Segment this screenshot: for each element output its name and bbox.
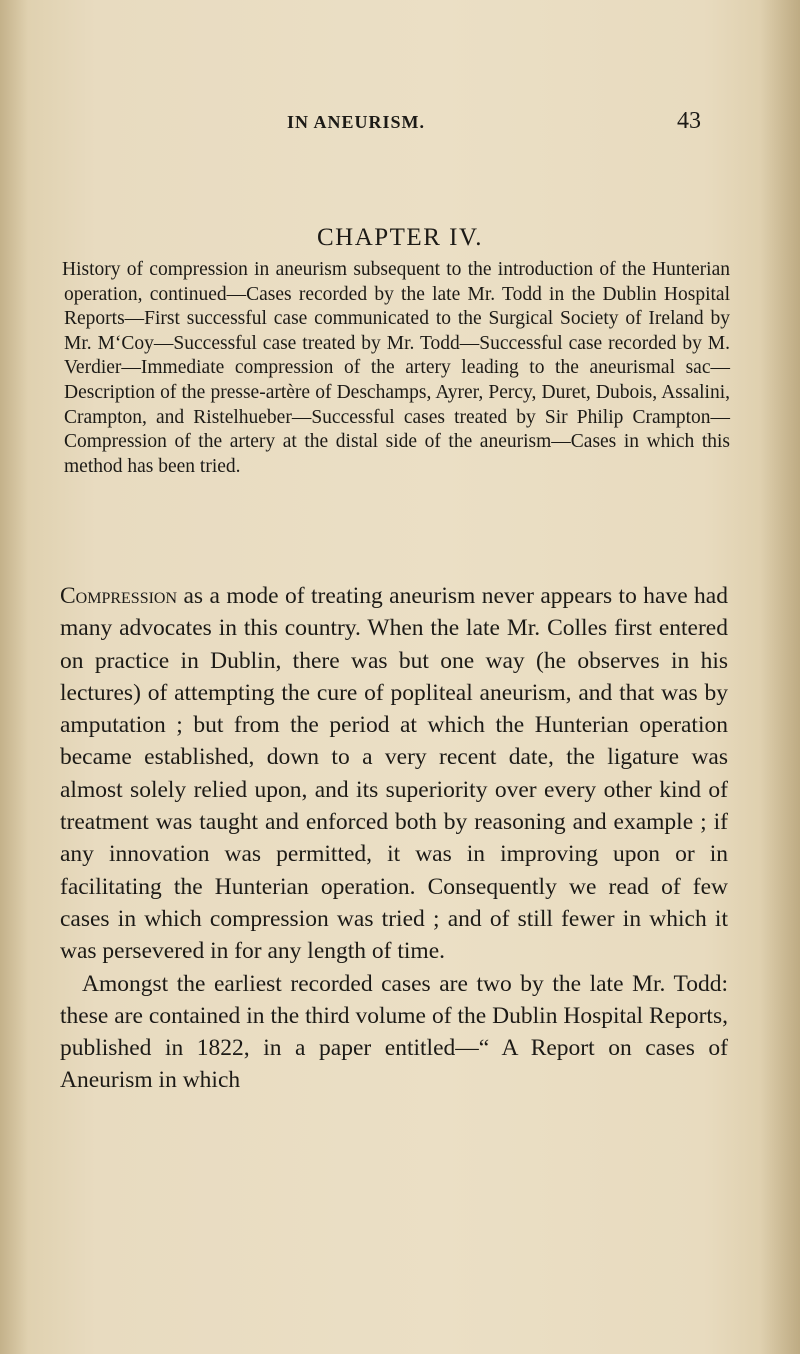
page-number: 43: [677, 108, 701, 134]
paragraph-2: Amongst the earliest recorded cases are two by the late Mr. Todd: these are contained in the third volume of the Dublin Hospital Reports, published in 1822, in a paper entitled—“ A Report on cases of Aneurism in which: [60, 970, 728, 1094]
running-title: IN ANEURISM.: [287, 112, 426, 132]
page-shadow-left: [0, 0, 28, 1354]
page-shadow-right: [760, 0, 800, 1354]
paragraph-1-text: as a mode of treating aneurism never appears to have had many advocates in this country. When the late Mr. Colles first entered on practice in Dublin, there was but one way (he observes in his lectures) of attempting the cure of popliteal aneurism, and that was by amputation ; but from the period at which the Hunterian operation became established, down to a very recent date, the ligature was almost solely relied upon, and its superiority over every other kind of treatment was taught and enforced both by reasoning and example ; if any innovation was permitted, it was in improving upon or in facilitating the Hunterian operation. Consequently we read of few cases in which compression was tried ; and of still fewer in which it was persevered in for any length of time.: [60, 583, 728, 965]
chapter-title: CHAPTER IV.: [316, 224, 484, 251]
running-header: [0, 108, 800, 138]
chapter-summary: History of compression in aneurism subsequent to the introduction of the Hunterian operation, continued—Cases recorded by the late Mr. Todd in the Dublin Hospital Reports—First successful case communicated to the Surgical Society of Ireland by Mr. M‘Coy—Successful case treated by Mr. Todd—Successful case recorded by M. Verdier—Immediate compression of the artery leading to the aneurismal sac—Description of the presse-artère of Deschamps, Ayrer, Percy, Duret, Dubois, Assalini, Crampton, and Ristelhueber—Successful cases treated by Sir Philip Crampton—Compression of the artery at the distal side of the aneurism—Cases in which this method has been tried.: [62, 259, 730, 477]
paragraph-lead-word: Compression: [60, 583, 178, 609]
paragraph-1: [60, 580, 728, 968]
body-text: [60, 580, 728, 1097]
